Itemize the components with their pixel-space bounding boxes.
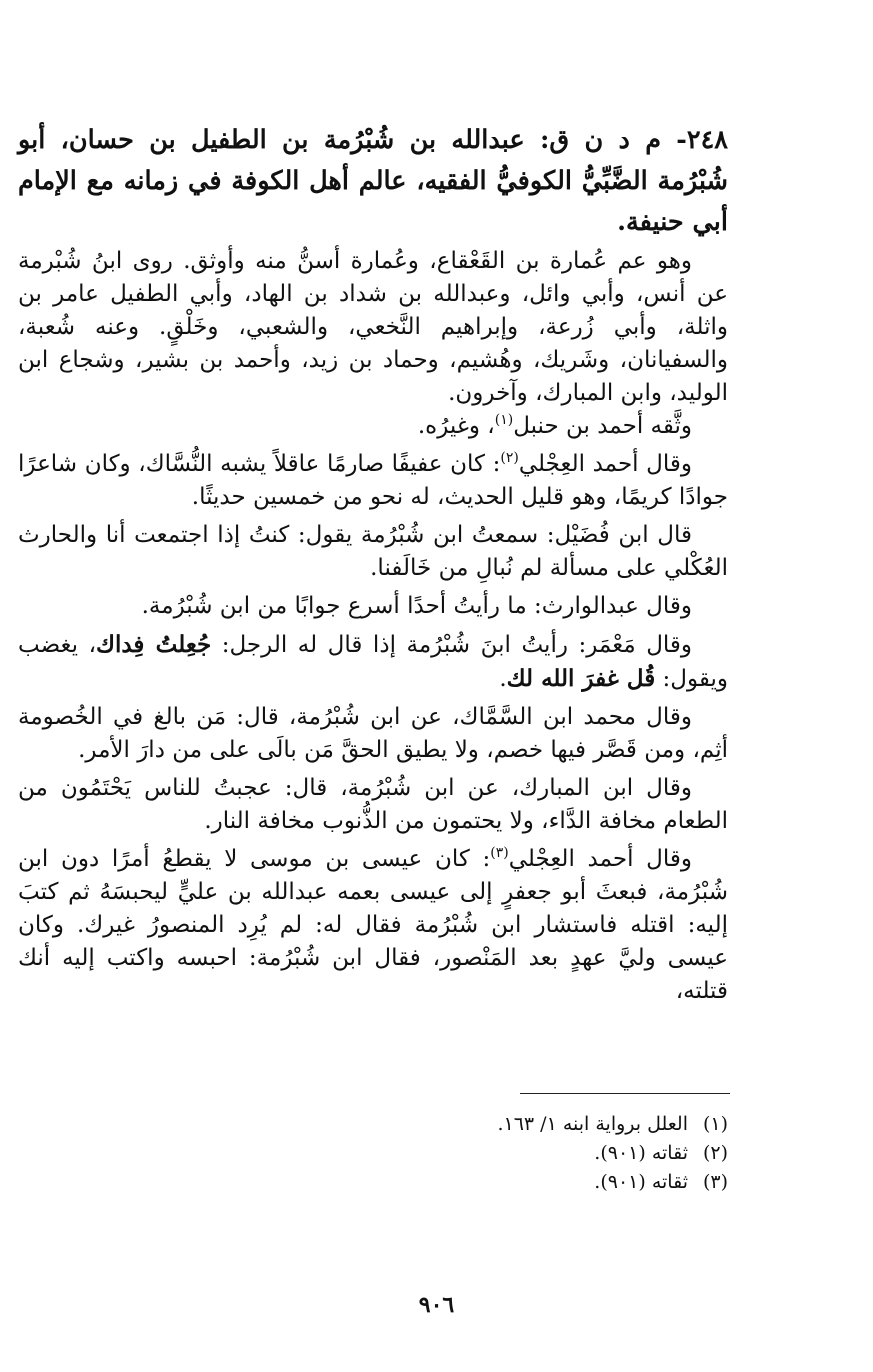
paragraph-ibn-mubarak: وقال ابن المبارك، عن ابن شُبْرُمة، قال: عجبتُ للناس يَحْتَمُون من الطعام مخافة الدَّاء، ولا يحتمون من الذُّنوب مخافة النار. <box>18 775 728 834</box>
bold-phrase: قُل غفرَ الله لك <box>506 665 656 692</box>
footnote-reference: (٣) <box>490 845 509 861</box>
footnotes <box>228 1110 728 1197</box>
footnote-reference: (٢) <box>500 450 519 466</box>
footnote-text: ثقاته (٩٠١). <box>594 1142 688 1164</box>
paragraph-text: . <box>499 666 507 692</box>
paragraph-ijli-quote <box>18 448 728 514</box>
bold-phrase: جُعِلتُ فِداك <box>96 631 212 658</box>
paragraph-text: ، وغيرُه. <box>417 413 495 439</box>
footnote-number: (٢) <box>702 1142 728 1164</box>
footnote-number: (٣) <box>702 1171 728 1193</box>
footnote-text: ثقاته (٩٠١). <box>594 1171 688 1193</box>
paragraph-ibn-fudayl: قال ابن فُضَيْل: سمعتُ ابن شُبْرُمة يقول: كنتُ إذا اجتمعت أنا والحارث العُكْلي على مسألة لم نُبالِ من خَالَفنا. <box>18 522 728 581</box>
paragraph-text: وقال مَعْمَر: رأيتُ ابنَ شُبْرُمة إذا قال له الرجل: <box>211 632 693 658</box>
footnote-reference: (١) <box>494 412 514 428</box>
paragraph-isa-ibn-musa <box>18 843 728 1008</box>
paragraph-tawthiq <box>18 410 728 443</box>
footnote-item <box>228 1168 728 1197</box>
paragraph-text: : كان عفيفًا صارمًا عاقلاً يشبه النُّسَّاك، وكان شاعرًا جوادًا كريمًا، وهو قليل الحديث، له نحو من خمسين حديثًا. <box>18 451 728 510</box>
page-number: ٩٠٦ <box>418 1292 455 1318</box>
footnote-item <box>228 1110 728 1139</box>
paragraph-text: وقال أحمد العِجْلي <box>508 846 692 872</box>
footnote-divider <box>520 1093 730 1094</box>
paragraph-ibn-sammak: وقال محمد ابن السَّمَّاك، عن ابن شُبْرُمة، قال: مَن بالغ في الخُصومة أثِم، ومن قَصَّر فيها خصم، ولا يطيق الحقَّ مَن بالَى على من دارَ الأمر. <box>18 704 728 763</box>
footnote-number: (١) <box>702 1113 728 1135</box>
paragraph-text: وقال أحمد العِجْلي <box>518 451 692 477</box>
paragraph-text: ، يغضب ويقول: <box>18 632 728 692</box>
paragraph-text: : كان عيسى بن موسى لا يقطعُ أمرًا دون ابن شُبْرُمة، فبعثَ أبو جعفرٍ إلى عيسى بعمه عبدالله بن عليٍّ ليحبسَهُ ثم كتبَ إليه: اقتله فاستشار ابن شُبْرُمة فقال له: لم يُرِد المنصورُ غيرك. وكان عيسى وليَّ عهدٍ بعد المَنْصور، فقال ابن شُبْرُمة: احبسه واكتب إليه أنك قتلته، <box>18 846 728 1004</box>
footnote-text: العلل برواية ابنه ١/ ١٦٣. <box>497 1113 688 1135</box>
paragraph-mamar <box>18 628 728 696</box>
entry-heading: ٢٤٨- م د ن ق: عبدالله بن شُبْرُمة بن الطفيل بن حسان، أبو شُبْرُمة الضَّبِّيُّ الكوفيُّ الفقيه، عالم أهل الكوفة في زمانه مع الإمام أبي حنيفة. <box>18 125 728 237</box>
paragraph-narrators: وهو عم عُمارة بن القَعْقاع، وعُمارة أسنُّ منه وأوثق. روى ابنُ شُبْرمة عن أنس، وأبي وائل، وعبدالله بن شداد بن الهاد، وأبي الطفيل عامر بن واثلة، وأبي زُرعة، وإبراهيم النَّخعي، والشعبي، وخَلْقٍ. وعنه شُعبة، والسفيانان، وشَريك، وهُشيم، وحماد بن زيد، وأحمد بن بشير، وشجاع ابن الوليد، وابن المبارك، وآخرون. <box>18 248 728 406</box>
paragraph-abdulwarith: وقال عبدالوارث: ما رأيتُ أحدًا أسرع جوابًا من ابن شُبْرُمة. <box>141 593 692 619</box>
footnote-item <box>228 1139 728 1168</box>
paragraph-text: وثَّقه أحمد بن حنبل <box>513 413 692 439</box>
main-text <box>18 120 728 1008</box>
